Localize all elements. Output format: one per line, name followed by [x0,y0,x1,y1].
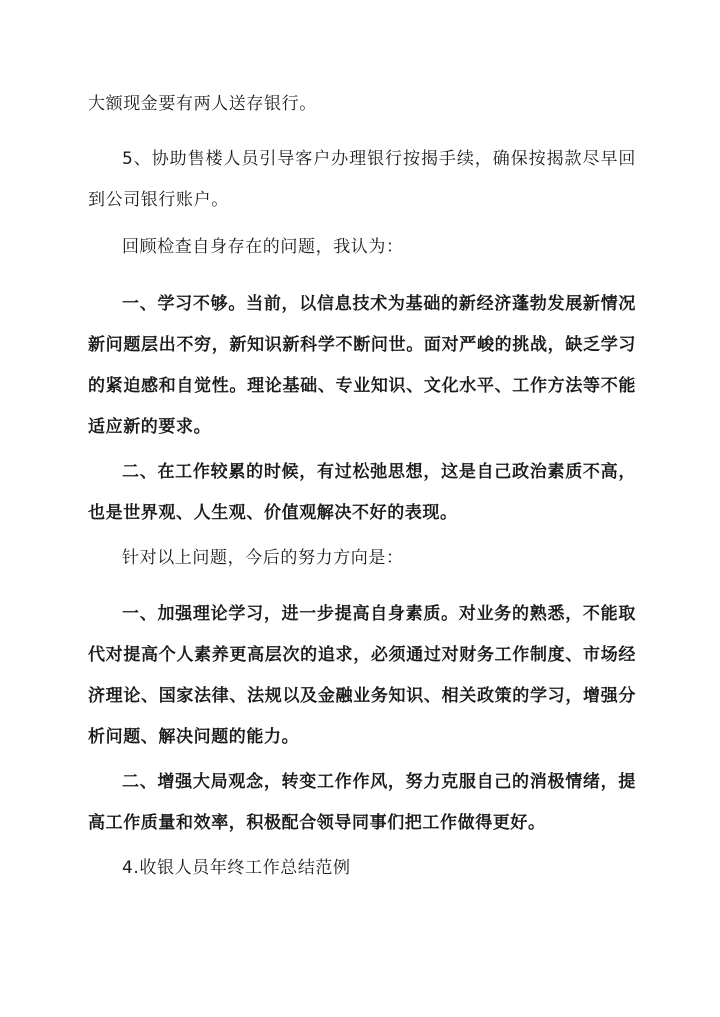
paragraph-problem-learning: 一、学习不够。当前，以信息技术为基础的新经济蓬勃发展新情况新问题层出不穷，新知识新科学不断问世。面对严峻的挑战，缺乏学习的紧迫感和自觉性。理论基础、专业知识、文化水平、工作方法等不能适应新的要求。 [88,294,636,437]
paragraph-direction-overall: 二、增强大局观念，转变工作作风，努力克服自己的消极情绪，提高工作质量和效率，积极配合领导同事们把工作做得更好。 [88,772,636,833]
paragraph-cash-deposit: 大额现金要有两人送存银行。 [88,94,317,114]
section-heading-cashier-summary: 4.收银人员年终工作总结范例 [122,858,351,878]
paragraph-mortgage-assist: 5、协助售楼人员引导客户办理银行按揭手续，确保按揭款尽早回到公司银行账户。 [88,149,636,210]
paragraph-direction-study: 一、加强理论学习，进一步提高自身素质。对业务的熟悉，不能取代对提高个人素养更高层次的追求，必须通过对财务工作制度、市场经济理论、国家法律、法规以及金融业务知识、相关政策的学习，增强分析问题、解决问题的能力。 [88,604,636,747]
paragraph-direction-intro: 针对以上问题，今后的努力方向是： [122,548,404,568]
paragraph-problem-attitude: 二、在工作较累的时候，有过松弛思想，这是自己政治素质不高，也是世界观、人生观、价值观解决不好的表现。 [88,462,636,523]
paragraph-review-intro: 回顾检查自身存在的问题，我认为： [122,237,404,257]
